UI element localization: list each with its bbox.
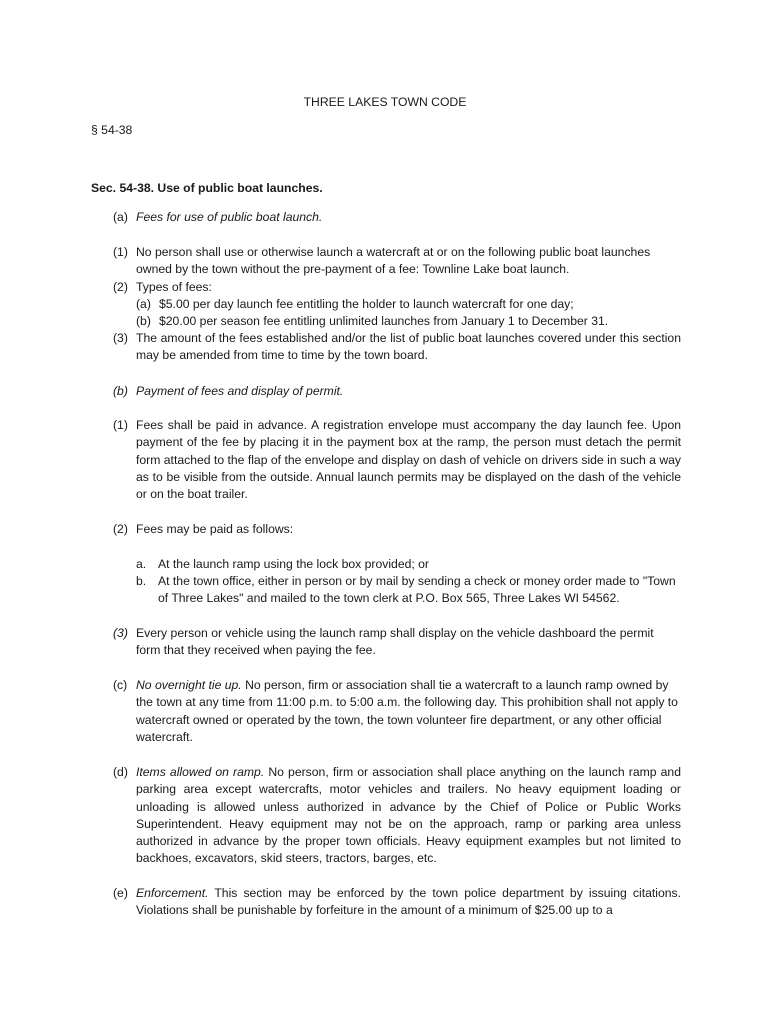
subsection-c-paragraph: [136, 677, 681, 746]
item-b1-number: (1): [113, 418, 128, 432]
subsection-e-title: Enforcement.: [136, 886, 209, 900]
option-a-text: At the launch ramp using the lock box provided; or: [158, 557, 429, 571]
section-reference: § 54-38: [91, 123, 133, 137]
item-b3-text: Every person or vehicle using the launch ramp shall display on the vehicle dashboard the permit form that they received when paying the fee.: [136, 626, 654, 658]
fee-a-text: $5.00 per day launch fee entitling the holder to launch watercraft for one day;: [159, 297, 574, 311]
subsection-d-label: (d): [113, 765, 128, 779]
item-a1-number: (1): [113, 245, 128, 259]
item-b2-number: (2): [113, 522, 128, 536]
subsection-b-title: Payment of fees and display of permit.: [136, 384, 344, 398]
fee-b-text: $20.00 per season fee entitling unlimited launches from January 1 to December 31.: [159, 314, 609, 328]
item-a2-number: (2): [113, 280, 128, 294]
document-title: THREE LAKES TOWN CODE: [303, 95, 467, 109]
fee-a-number: (a): [136, 297, 151, 311]
item-b1-text: Fees shall be paid in advance. A registration envelope must accompany the day launch fee. Upon payment of the fee by placing it in the payment box at the ramp, the person must detach the permit form attached to the flap of the envelope and display on dash of vehicle on drivers side in such a way as to be visible from the outside. Annual launch permits may be displayed on the dash of the vehicle or on the boat trailer.: [136, 418, 681, 502]
subsection-a-title: Fees for use of public boat launch.: [136, 210, 323, 224]
fee-b-number: (b): [136, 314, 151, 328]
subsection-e-text: This section may be enforced by the town police department by issuing citations. Violations shall be punishable by forfeiture in the amount of a minimum of $25.00 up to a: [136, 886, 681, 918]
item-a3-text: The amount of the fees established and/or the list of public boat launches covered under this section may be amended from time to time by the town board.: [136, 331, 681, 363]
item-a2-text: Types of fees:: [136, 280, 212, 294]
item-a3-number: (3): [113, 331, 128, 345]
subsection-c-label: (c): [113, 678, 128, 692]
option-b-text: At the town office, either in person or by mail by sending a check or money order made to "Town of Three Lakes" and mailed to the town clerk at P.O. Box 565, Three Lakes WI 54562.: [158, 574, 676, 606]
subsection-c-text: No person, firm or association shall tie a watercraft to a launch ramp owned by the town at any time from 11:00 p.m. to 5:00 a.m. the following day. This prohibition shall not apply to watercraft owned or operated by the town, the town volunteer fire department, or any other official watercraft.: [136, 678, 678, 744]
subsection-d-text: No person, firm or association shall place anything on the launch ramp and parking area except watercrafts, motor vehicles and trailers. No heavy equipment loading or unloading is allowed unless authorized in advance by the Chief of Police or Public Works Superintendent. Heavy equipment may not be on the approach, ramp or parking area unless authorized in advance by the proper town officials. Heavy equipment examples but not limited to backhoes, excavators, skid steers, tractors, barges, etc.: [136, 765, 681, 866]
subsection-a-label: (a): [113, 210, 128, 224]
item-a1-text: No person shall use or otherwise launch a watercraft at or on the following public boat launches owned by the town without the pre-payment of a fee: Townline Lake boat launch.: [136, 245, 651, 277]
subsection-c-title: No overnight tie up.: [136, 678, 242, 692]
item-b2-text: Fees may be paid as follows:: [136, 522, 294, 536]
item-b3-number: (3): [113, 626, 128, 640]
subsection-e-label: (e): [113, 886, 128, 900]
subsection-d-paragraph: [136, 764, 681, 868]
option-b-number: b.: [136, 574, 147, 588]
subsection-e-paragraph: [136, 885, 681, 920]
section-heading: Sec. 54-38. Use of public boat launches.: [91, 181, 323, 195]
subsection-d-title: Items allowed on ramp.: [136, 765, 265, 779]
option-a-number: a.: [136, 557, 147, 571]
subsection-b-label: (b): [113, 384, 128, 398]
